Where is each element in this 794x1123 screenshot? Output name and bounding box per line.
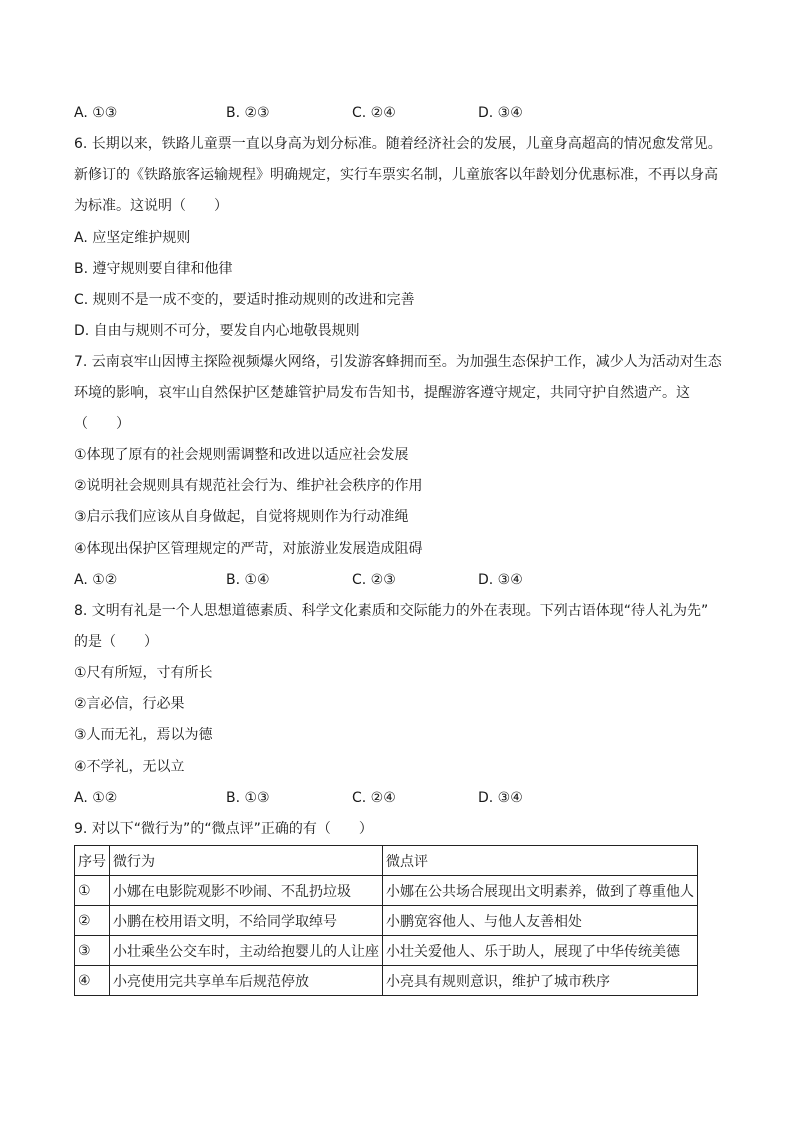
q5-option-a: A. ①③ [74, 105, 118, 121]
table-header-cell: 序号 [75, 846, 110, 876]
table-cell: ② [75, 906, 110, 936]
q7-option-d: D. ③④ [478, 572, 523, 588]
table-cell: 小壮关爱他人、乐于助人，展现了中华传统美德 [383, 936, 698, 966]
table-cell: 小鹏宽容他人、与他人友善相处 [383, 906, 698, 936]
table-header-cell: 微行为 [110, 846, 383, 876]
q8-option-a: A. ①② [74, 790, 118, 806]
q7-stem-line-2: 环境的影响，哀牢山自然保护区楚雄管护局发布告知书，提醒游客遵守规定，共同守护自然遗产。这 [74, 385, 690, 401]
q6-stem-line-2: 新修订的《铁路旅客运输规程》明确规定，实行车票实名制，儿童旅客以年龄划分优惠标准，不再以身高 [74, 167, 718, 183]
q8-stem-line-2: 的是（ ） [74, 634, 158, 650]
q8-item-4: ④不学礼，无以立 [74, 759, 185, 775]
table-row [75, 966, 698, 996]
table-cell: 小亮使用完共享单车后规范停放 [110, 966, 383, 996]
q7-item-2: ②说明社会规则具有规范社会行为、维护社会秩序的作用 [74, 478, 423, 494]
q6-stem-line-3: 为标准。这说明（ ） [74, 198, 228, 214]
q7-stem-line-3: （ ） [74, 416, 130, 432]
table-row [75, 936, 698, 966]
q9-table [74, 845, 698, 996]
q8-option-c: C. ②④ [352, 790, 396, 806]
table-row [75, 876, 698, 906]
q8-item-2: ②言必信，行必果 [74, 696, 185, 712]
q7-item-1: ①体现了原有的社会规则需调整和改进以适应社会发展 [74, 447, 409, 463]
q7-option-a: A. ①② [74, 572, 118, 588]
q7-option-c: C. ②③ [352, 572, 396, 588]
q6-option-b: B. 遵守规则要自律和他律 [74, 261, 233, 277]
q6-option-c: C. 规则不是一成不变的，要适时推动规则的改进和完善 [74, 292, 415, 308]
table-header-row [75, 846, 698, 876]
q8-item-3: ③人而无礼，焉以为德 [74, 727, 213, 743]
table-cell: 小亮具有规则意识，维护了城市秩序 [383, 966, 698, 996]
q6-option-a: A. 应坚定维护规则 [74, 230, 191, 246]
table-cell: 小娜在公共场合展现出文明素养，做到了尊重他人 [383, 876, 698, 906]
q8-option-b: B. ①③ [226, 790, 270, 806]
table-cell: 小壮乘坐公交车时，主动给抱婴儿的人让座 [110, 936, 383, 966]
table-cell: 小娜在电影院观影不吵闹、不乱扔垃圾 [110, 876, 383, 906]
table-header-cell: 微点评 [383, 846, 698, 876]
q8-option-d: D. ③④ [478, 790, 523, 806]
q7-item-4: ④体现出保护区管理规定的严苛，对旅游业发展造成阻碍 [74, 541, 423, 557]
table-cell: 小鹏在校用语文明，不给同学取绰号 [110, 906, 383, 936]
table-cell: ③ [75, 936, 110, 966]
q8-stem-line-1: 8. 文明有礼是一个人思想道德素质、科学文化素质和交际能力的外在表现。下列古语体现“待人礼为先” [74, 603, 709, 619]
q5-option-c: C. ②④ [352, 105, 396, 121]
q6-option-d: D. 自由与规则不可分，要发自内心地敬畏规则 [74, 323, 360, 339]
q6-stem-line-1: 6. 长期以来，铁路儿童票一直以身高为划分标准。随着经济社会的发展，儿童身高超高的情况愈发常见。 [74, 136, 722, 152]
q9-stem: 9. 对以下“微行为”的“微点评”正确的有（ ） [74, 821, 373, 837]
q8-item-1: ①尺有所短，寸有所长 [74, 665, 213, 681]
q7-option-b: B. ①④ [226, 572, 270, 588]
q5-option-b: B. ②③ [226, 105, 270, 121]
table-row [75, 906, 698, 936]
q7-stem-line-1: 7. 云南哀牢山因博主探险视频爆火网络，引发游客蜂拥而至。为加强生态保护工作，减少人为活动对生态 [74, 354, 722, 370]
q7-item-3: ③启示我们应该从自身做起，自觉将规则作为行动准绳 [74, 509, 409, 525]
table-cell: ① [75, 876, 110, 906]
q5-option-d: D. ③④ [478, 105, 523, 121]
table-cell: ④ [75, 966, 110, 996]
